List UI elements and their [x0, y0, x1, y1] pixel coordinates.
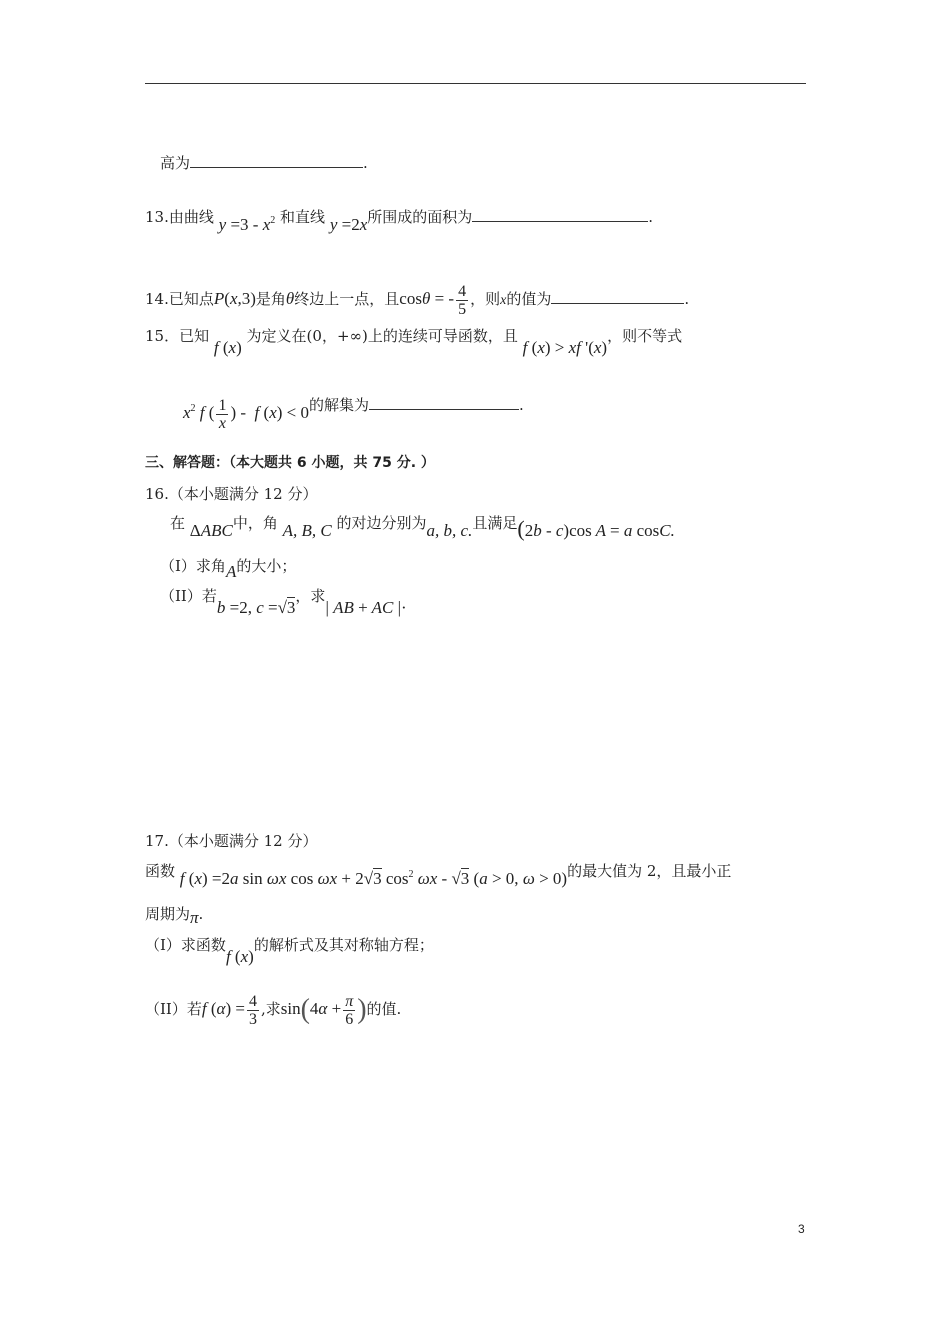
- q15-text-post1: ，则不等式: [607, 327, 683, 345]
- formula-line: y =2x: [329, 215, 368, 234]
- q14-text-mid3: ，则: [470, 290, 501, 308]
- question-number: 13.: [145, 208, 169, 226]
- formula-triangle: ΔABC: [189, 521, 233, 540]
- q17-part2-label: （II）若: [145, 1000, 202, 1018]
- formula-x: x: [500, 293, 507, 308]
- formula-condition: f (x) > xf '(x): [522, 338, 608, 357]
- header-rule: [145, 83, 806, 84]
- period: .: [684, 290, 690, 308]
- formula-fx: f (x): [225, 947, 254, 966]
- formula-cos: cosθ = -: [399, 289, 455, 308]
- q17-part1-text: 的解析式及其对称轴方程；: [253, 936, 434, 954]
- formula-sides: a, b, c.: [426, 521, 473, 540]
- q17-part2-text: ,求: [260, 1000, 281, 1018]
- q16-statement: [170, 513, 675, 541]
- q17-text-post1: 的最大值为 2，且最小正: [567, 862, 732, 880]
- q13-text-post: 所围成的面积为: [367, 208, 473, 226]
- q17-part1: [145, 935, 434, 967]
- answer-blank: [551, 289, 684, 304]
- q16-part2-label: （II）若: [160, 587, 217, 605]
- q14-text-mid2: 终边上一点，且: [294, 290, 400, 308]
- q14-text-mid1: 是角: [255, 290, 286, 308]
- q16-text-pre: 在: [170, 514, 186, 532]
- q17-part2: [145, 990, 401, 1029]
- period: .: [519, 396, 524, 414]
- period: .: [198, 905, 204, 923]
- q12-text: 高为: [160, 154, 191, 172]
- fraction-4-5: $\frac{4}{5}$: [458, 282, 467, 318]
- q14-text-pre: 已知点: [168, 290, 214, 308]
- question-number: 15．: [145, 327, 180, 345]
- formula-4alpha: 4α +: [309, 999, 342, 1018]
- q16-header: 16.（本小题满分 12 分）: [145, 485, 318, 503]
- paren-left: (: [300, 994, 310, 1025]
- formula-angles: A, B, C: [282, 521, 332, 540]
- q17-statement-line2: [145, 904, 203, 928]
- formula-pi: π: [190, 908, 199, 927]
- q17-text-line2: 周期为: [145, 905, 191, 923]
- q14-text-post: 的值为: [506, 290, 552, 308]
- formula-theta: θ: [285, 289, 295, 308]
- q16-part1-text: 的大小；: [236, 557, 297, 575]
- formula-inequality: $x^2$ f ( $\frac{1}{x}$ ) - f (x) < 0: [183, 396, 309, 432]
- formula-fx: f (x): [213, 338, 242, 357]
- page-number: 3: [798, 1222, 805, 1236]
- question-13: [145, 207, 653, 235]
- q15-text-pre: 已知: [179, 327, 210, 345]
- fraction-pi-6: $\frac{\pi}{6}$: [345, 992, 354, 1028]
- formula-A: A: [225, 562, 237, 581]
- question-number: 14.: [145, 290, 169, 308]
- q17-text-pre: 函数: [145, 862, 176, 880]
- q16-text-mid2: 的对边分别为: [336, 514, 427, 532]
- q17-part1-label: （I）求函数: [145, 936, 226, 954]
- q16-part1-label: （I）求角: [160, 557, 226, 575]
- q17-statement: [145, 861, 731, 889]
- period: .: [648, 208, 654, 226]
- question-15-inequality: [183, 385, 524, 433]
- q16-part2-text: ，求: [295, 587, 326, 605]
- answer-blank: [472, 207, 648, 222]
- formula-values: b =2, c =√3: [216, 598, 296, 617]
- fraction-4-3: $\frac{4}{3}$: [248, 992, 257, 1028]
- q16-part1: [160, 556, 296, 582]
- q13-text-pre: 由曲线: [168, 208, 214, 226]
- question-14: [145, 282, 689, 318]
- answer-blank: [369, 395, 519, 410]
- q16-part2: [160, 586, 407, 618]
- q15-text-post2: 的解集为: [308, 396, 369, 414]
- answer-blank: [190, 153, 363, 168]
- formula-sin: sin: [280, 999, 301, 1018]
- formula-f-alpha: f (α) =: [201, 999, 245, 1018]
- q16-text-mid3: 且满足: [472, 514, 518, 532]
- formula-curve: $y =3 - x^2$: [218, 215, 276, 234]
- section-3-heading: 三、解答题：（本大题共 6 小题，共 75 分. ）: [145, 455, 435, 471]
- formula-point: P(x,3): [213, 289, 256, 308]
- formula-function: f (x) =2a sin ωx cos ωx + 2√3 $\cos^2 \omega x - √3$ (a > 0, ω > 0): [179, 869, 568, 888]
- q16-text-mid1: 中，角: [232, 514, 278, 532]
- formula-condition: (2b - c)cos A = a cosC.: [517, 516, 675, 541]
- q17-header: 17.（本小题满分 12 分）: [145, 832, 318, 850]
- paren-right: ): [357, 994, 367, 1025]
- q15-text-mid1: 为定义在(0，+∞)上的连续可导函数，且: [246, 327, 518, 345]
- question-15: [145, 326, 682, 358]
- q13-text-mid: 和直线: [280, 208, 326, 226]
- period: .: [363, 154, 368, 172]
- q17-part2-post: 的值.: [366, 1000, 402, 1018]
- formula-vector-sum: | AB + AC |·: [325, 598, 407, 617]
- q12-continuation: [160, 153, 368, 173]
